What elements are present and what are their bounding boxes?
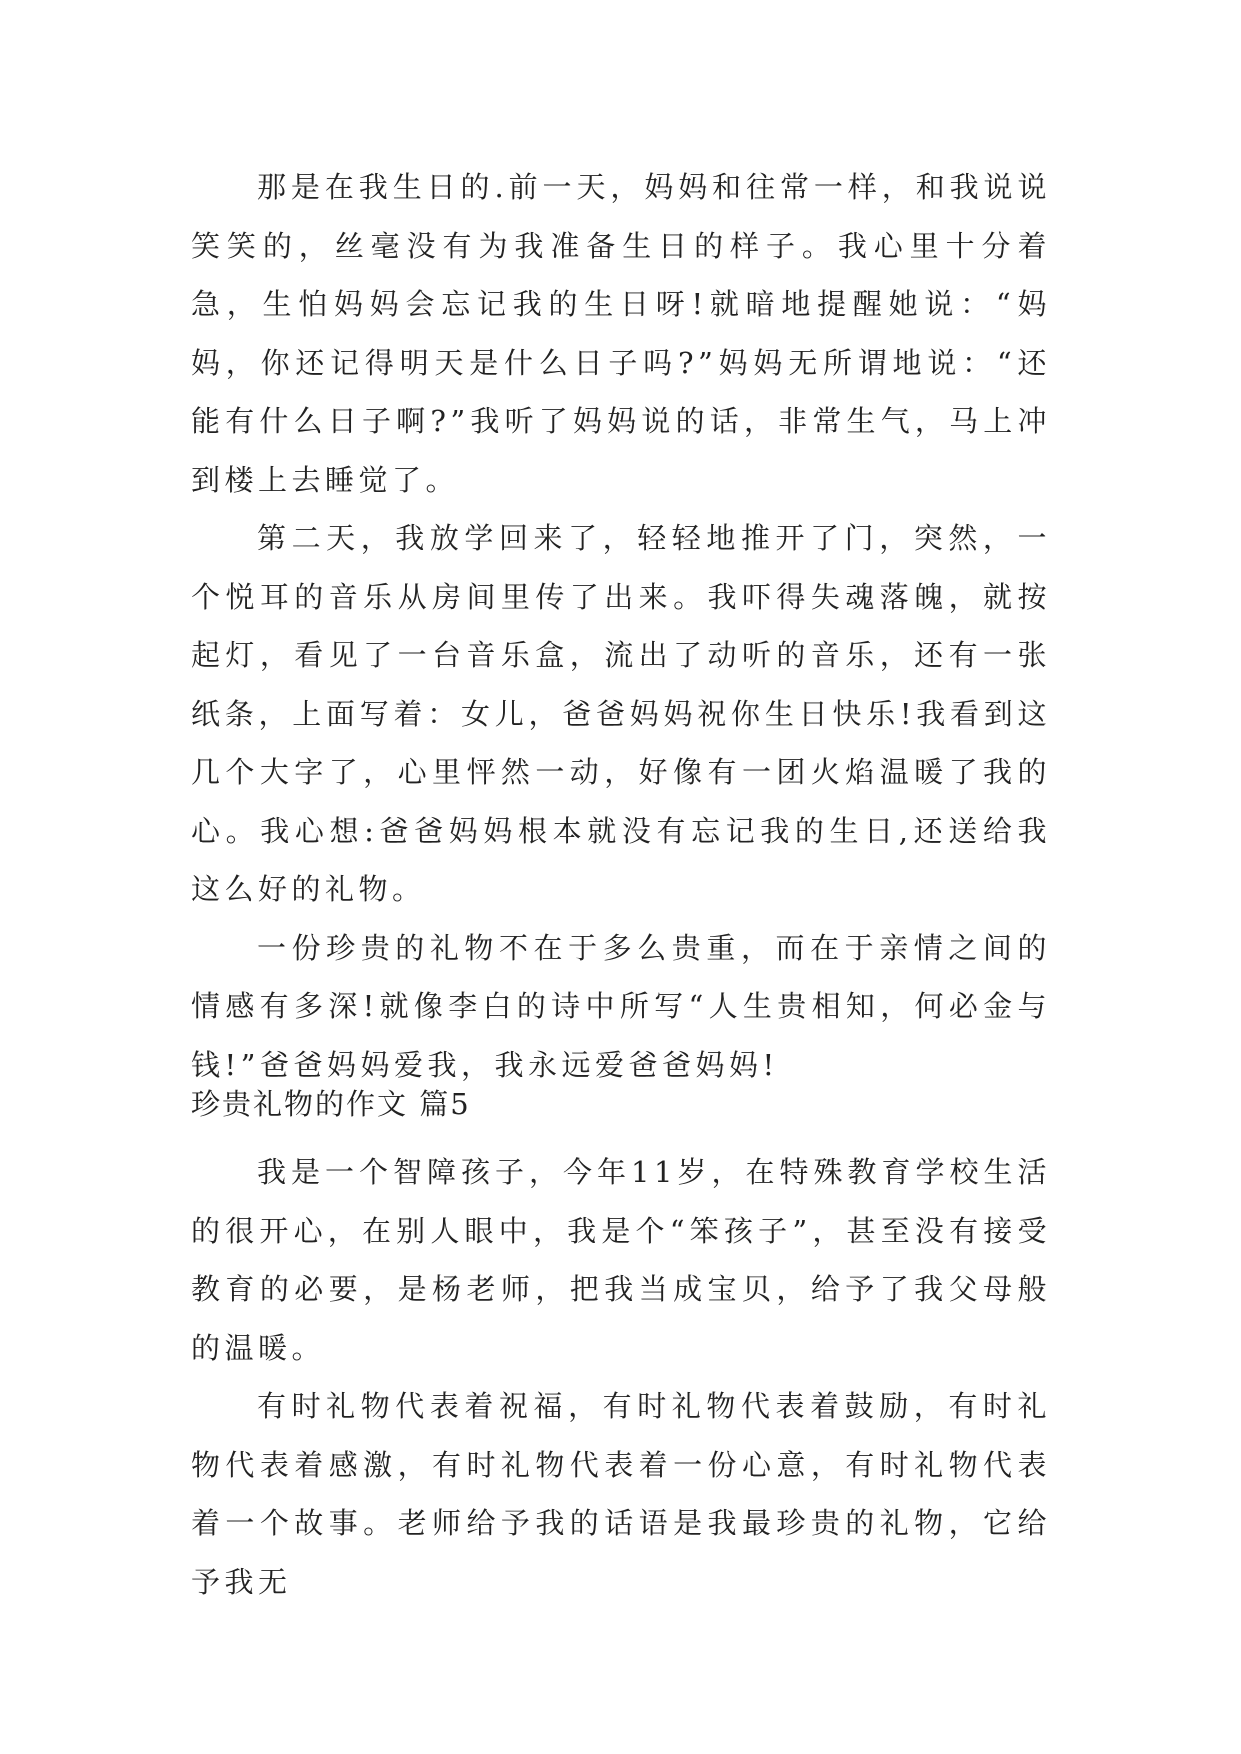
paragraph-conclusion: 一份珍贵的礼物不在于多么贵重，而在于亲情之间的情感有多深!就像李白的诗中所写“人生贵相知，何必金与钱!”爸爸妈妈爱我，我永远爱爸爸妈妈! [191,930,1051,1082]
paragraph-gift-meaning: 有时礼物代表着祝福，有时礼物代表着鼓励，有时礼物代表着感激，有时礼物代表着一份心意，有时礼物代表着一个故事。老师给予我的话语是我最珍贵的礼物，它给予我无 [191,1389,1051,1599]
paragraph-intro: 我是一个智障孩子，今年11岁，在特殊教育学校生活的很开心，在别人眼中，我是个“笨孩子”，甚至没有接受教育的必要，是杨老师，把我当成宝贝，给予了我父母般的温暖。 [191,1155,1051,1365]
paragraph-birthday-eve: 那是在我生日的.前一天，妈妈和往常一样，和我说说笑笑的，丝毫没有为我准备生日的样子。我心里十分着急，生怕妈妈会忘记我的生日呀!就暗地提醒她说：“妈妈，你还记得明天是什么日子吗?”妈妈无所谓地说：“还能有什么日子啊?”我听了妈妈说的话，非常生气，马上冲到楼上去睡觉了。 [191,170,1051,497]
paragraph-music-box: 第二天，我放学回来了，轻轻地推开了门，突然，一个悦耳的音乐从房间里传了出来。我吓得失魂落魄，就按起灯，看见了一台音乐盒，流出了动听的音乐，还有一张纸条，上面写着：女儿，爸爸妈妈祝你生日快乐!我看到这几个大字了，心里怦然一动，好像有一团火焰温暖了我的心。我心想:爸爸妈妈根本就没有忘记我的生日,还送给我这么好的礼物。 [191,521,1051,906]
essay-section-5 [191,1143,1051,1611]
section-heading: 珍贵礼物的作文 篇5 [191,1087,471,1121]
essay-section-previous [191,158,1051,1094]
